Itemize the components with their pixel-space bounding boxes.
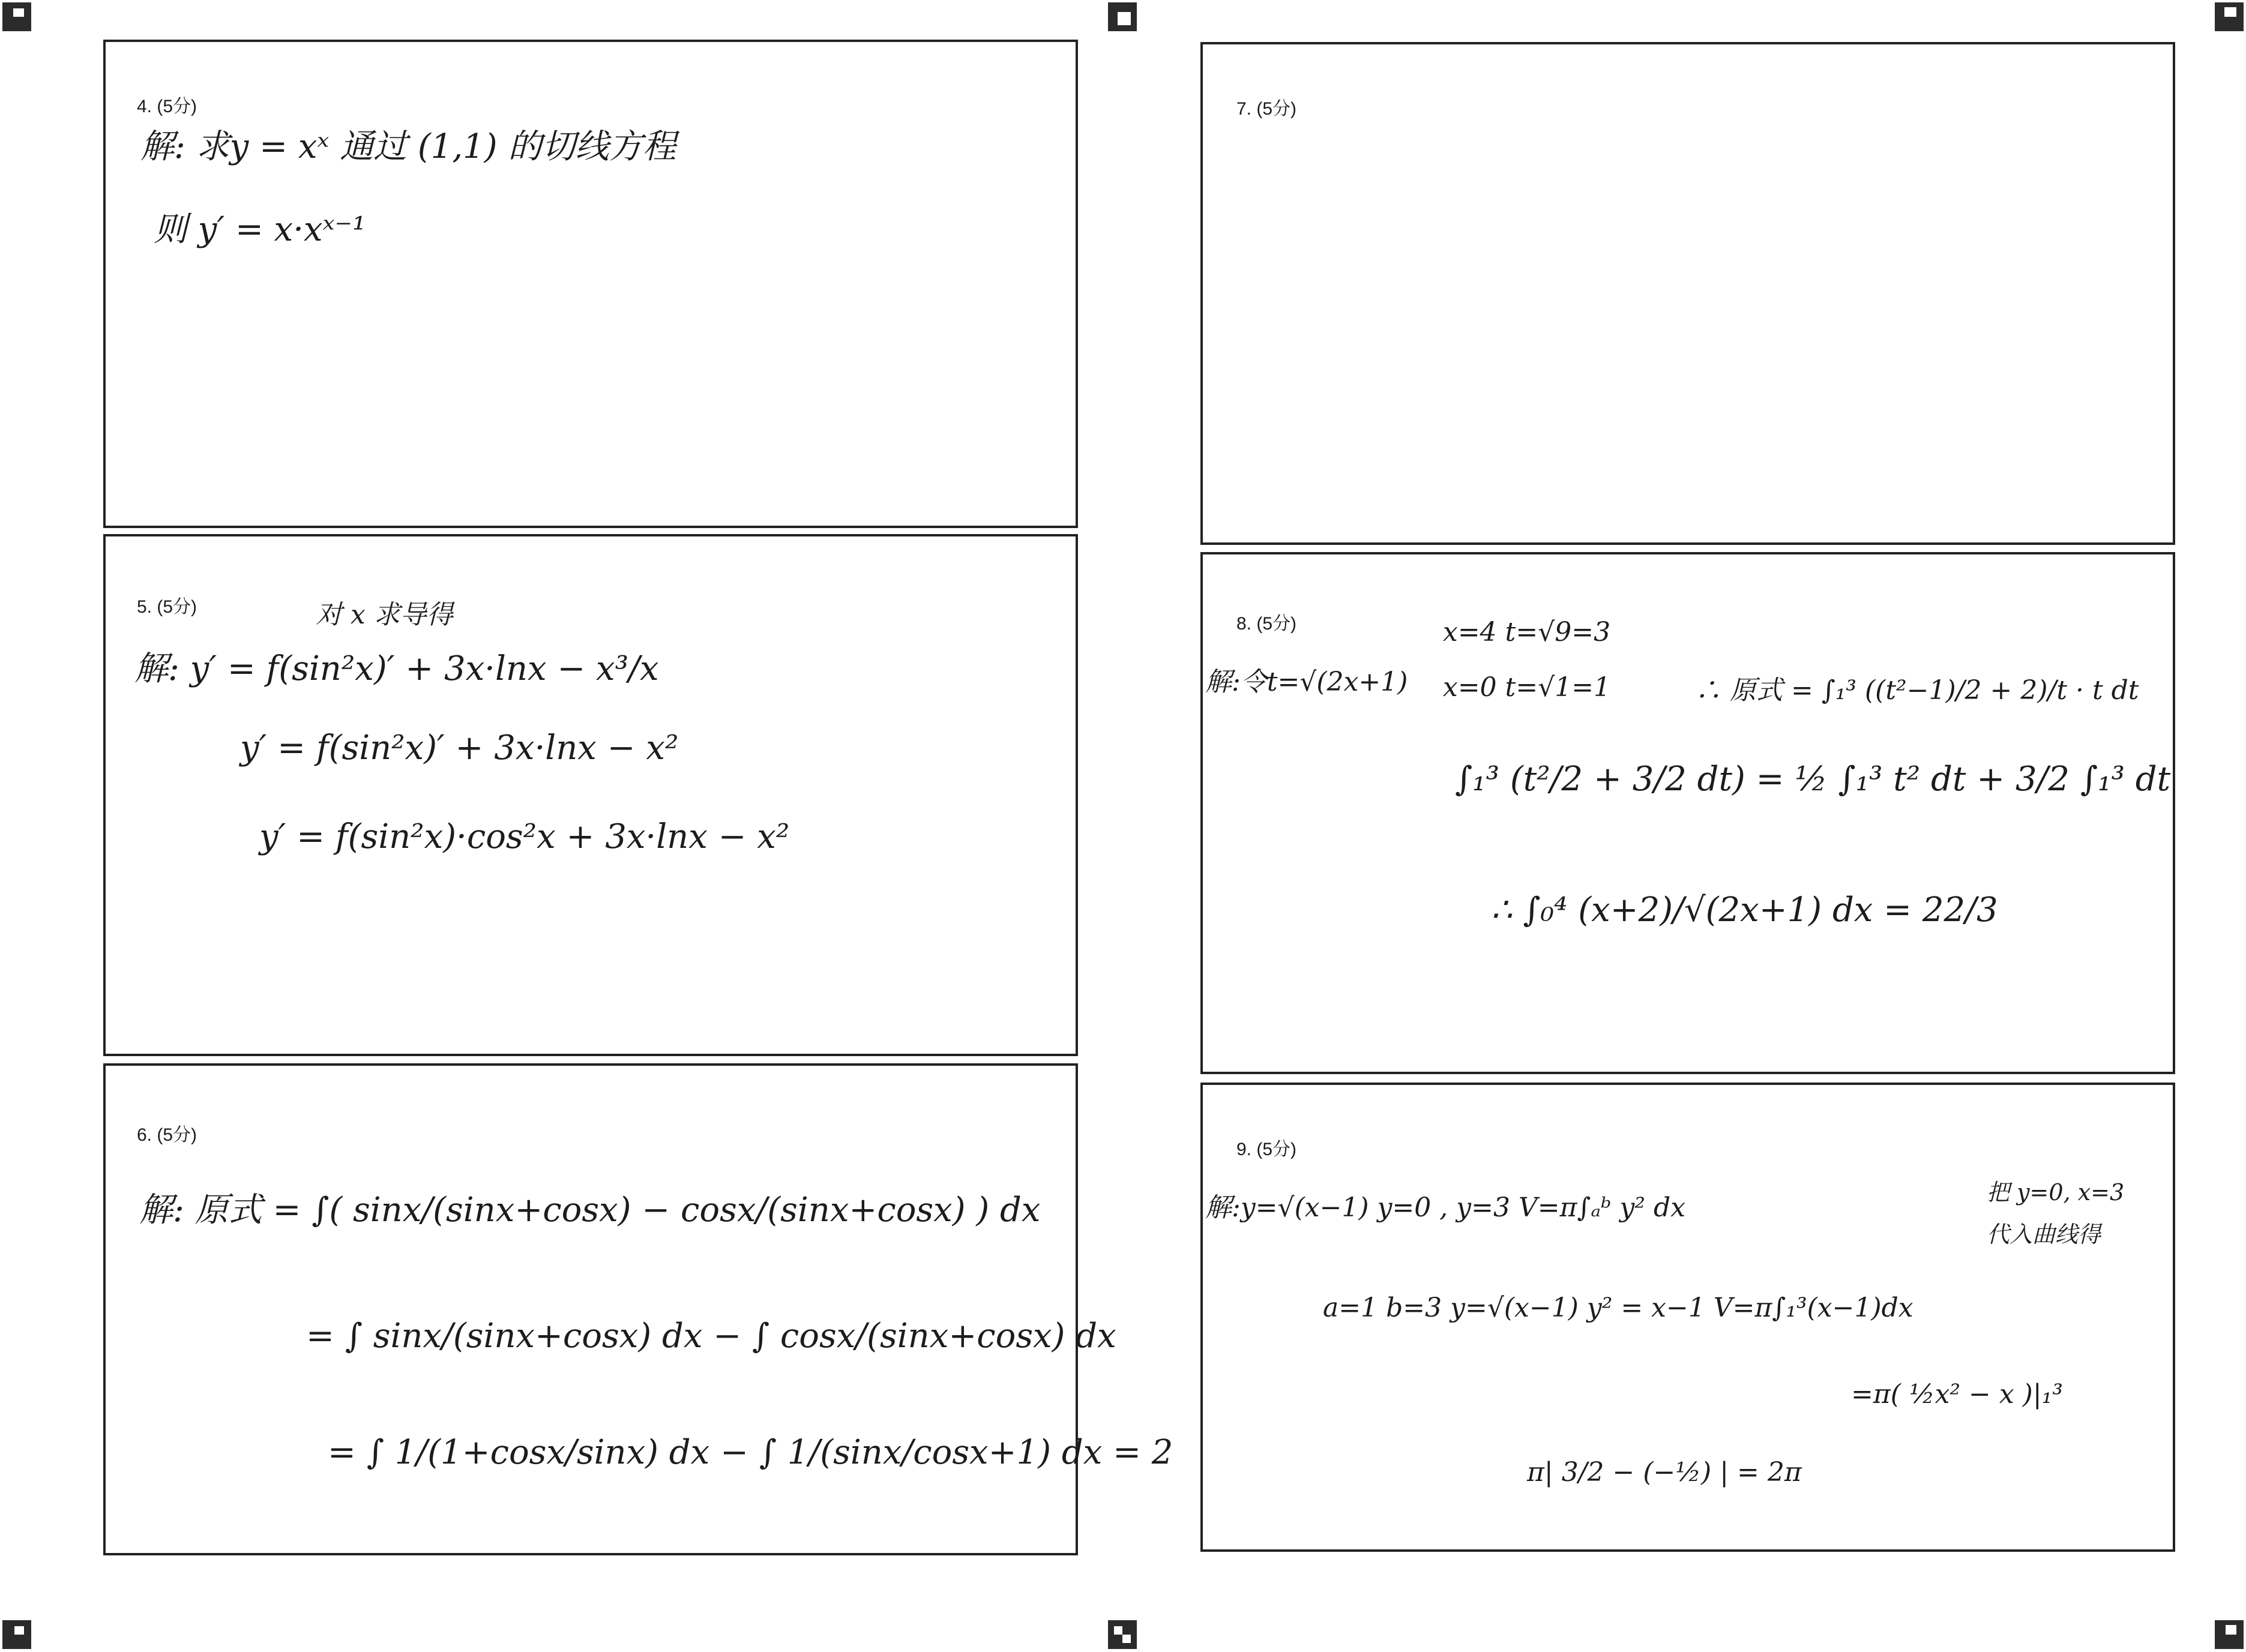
alignment-marker-bottom-center [1108, 1620, 1137, 1649]
handwritten-line: = ∫ sinx/(sinx+cosx) dx − ∫ cosx/(sinx+cosx) dx [306, 1317, 1116, 1356]
handwritten-line: y′ = f(sin²x)·cos²x + 3x·lnx − x² [259, 817, 790, 856]
alignment-marker-bottom-right [2215, 1620, 2244, 1649]
handwritten-line: 代入曲线得 [1987, 1221, 2101, 1248]
handwritten-line: x=4 t=√9=3 [1443, 617, 1611, 647]
handwritten-line: = ∫ 1/(1+cosx/sinx) dx − ∫ 1/(sinx/cosx+1) dx = 2 [328, 1433, 1173, 1472]
question-label: 7. (5分) [1236, 99, 1297, 119]
handwritten-line: ∫₁³ (t²/2 + 3/2 dt) = ½ ∫₁³ t² dt + 3/2 ∫₁³ dt [1455, 760, 2171, 799]
handwritten-line: 解: 求y = xˣ 通过 (1,1) 的切线方程 [140, 127, 676, 166]
question-label: 8. (5分) [1236, 614, 1297, 634]
handwritten-line: y′ = f(sin²x)′ + 3x·lnx − x² [240, 728, 679, 767]
alignment-marker-bottom-left [2, 1620, 31, 1649]
handwritten-line: 解:y=√(x−1) y=0 , y=3 V=π∫ₐᵇ y² dx [1205, 1192, 1686, 1223]
answer-box-q6 [103, 1063, 1173, 1555]
question-label: 6. (5分) [137, 1125, 197, 1145]
handwritten-line: ∴ 原式 = ∫₁³ ((t²−1)/2 + 2)/t · t dt [1695, 675, 2139, 706]
handwritten-line: π| 3/2 − (−½) | = 2π [1527, 1457, 1802, 1488]
answer-box-q7 [1200, 42, 2175, 545]
answer-box-q4 [103, 40, 1078, 528]
alignment-marker-top-center [1108, 2, 1137, 31]
answer-box-q5 [103, 534, 1078, 1056]
handwritten-line: 把 y=0, x=3 [1987, 1179, 2125, 1206]
answer-box-q8 [1200, 552, 2175, 1074]
handwritten-line: 解: 原式 = ∫( sinx/(sinx+cosx) − cosx/(sinx+cosx) ) dx [139, 1191, 1041, 1230]
alignment-marker-top-left [2, 2, 31, 31]
handwritten-line: 对 x 求导得 [316, 599, 453, 630]
handwritten-line: 解:令t=√(2x+1) [1205, 667, 1408, 697]
handwritten-line: ∴ ∫₀⁴ (x+2)/√(2x+1) dx = 22/3 [1491, 891, 1998, 930]
handwritten-line: 解: y′ = f(sin²x)′ + 3x·lnx − x³/x [134, 649, 659, 688]
question-label: 4. (5分) [137, 97, 197, 116]
handwritten-line: a=1 b=3 y=√(x−1) y² = x−1 V=π∫₁³(x−1)dx [1323, 1293, 1913, 1323]
handwritten-line: 则 y′ = x·xˣ⁻¹ [154, 210, 366, 249]
question-label: 9. (5分) [1236, 1140, 1297, 1159]
question-label: 5. (5分) [137, 597, 197, 617]
handwritten-line: x=0 t=√1=1 [1443, 672, 1611, 703]
alignment-marker-top-right [2215, 2, 2244, 31]
answer-box-q9 [1200, 1083, 2175, 1552]
handwritten-line: =π( ½x² − x )|₁³ [1851, 1379, 2063, 1410]
